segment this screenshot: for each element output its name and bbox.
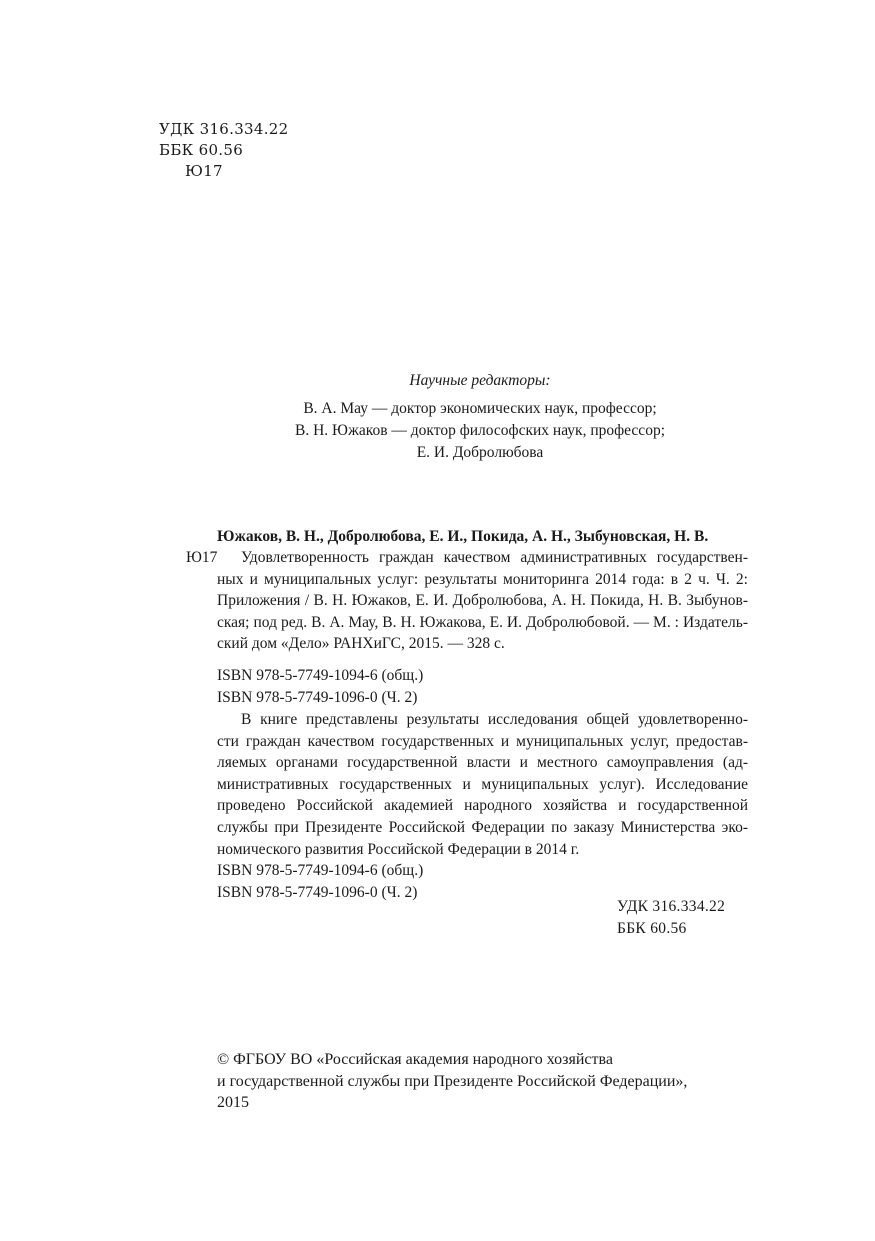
copyright-line: © ФГБОУ ВО «Российская академия народного хозяйства	[217, 1051, 613, 1068]
isbn-part: ISBN 978-5-7749-1096-0 (Ч. 2)	[217, 883, 418, 901]
copyright-line: 2015	[217, 1094, 249, 1112]
isbn-block	[217, 665, 423, 708]
bottom-classification-codes	[617, 896, 725, 940]
editors-heading: Научные редакторы:	[409, 372, 551, 389]
annotation-line: сти граждан качеством государственных и муниципальных услуг, предостав-	[217, 732, 748, 750]
description-line: ных и муниципальных услуг: результаты мониторинга 2014 года: в 2 ч. Ч. 2:	[217, 570, 748, 588]
annotation-line: номического развития Российской Федерации в 2014 г.	[217, 840, 580, 858]
udk-code: УДК 316.334.22	[617, 898, 726, 915]
description-line: ская; под ред. В. А. Мау, В. Н. Южакова, Е. И. Добролюбовой. — М. : Издатель-	[217, 613, 748, 631]
copyright-notice	[217, 1049, 757, 1114]
editor-line: Е. И. Добролюбова	[416, 444, 544, 461]
isbn-part: ISBN 978-5-7749-1096-0 (Ч. 2)	[217, 688, 418, 706]
isbn-general: ISBN 978-5-7749-1094-6 (общ.)	[217, 862, 424, 879]
author-mark: Ю17	[185, 162, 223, 180]
description-line: Удовлетворенность граждан качеством административных государствен-	[241, 549, 748, 566]
editor-line: В. А. Мау — доктор экономических наук, профессор;	[303, 400, 657, 417]
bbk-code: ББК 60.56	[617, 920, 687, 937]
annotation-line: ляемых органами государственной власти и местного самоуправления (ад-	[217, 754, 748, 772]
annotation-line: министративных государственных и муниципальных услуг). Исследование	[217, 775, 748, 793]
description-line: Приложения / В. Н. Южаков, Е. И. Добролюбова, А. Н. Покида, Н. В. Зыбунов-	[217, 592, 748, 610]
top-classification-codes	[159, 119, 289, 182]
annotation-line: службы при Президенте Российской Федерации по заказу Министерства эко-	[217, 818, 748, 836]
bbk-code: ББК 60.56	[159, 141, 244, 159]
udk-code: УДК 316.334.22	[159, 120, 289, 138]
record-author-mark: Ю17	[186, 549, 218, 566]
annotation-line: В книге представлены результаты исследования общей удовлетворенно-	[241, 711, 748, 728]
annotation-line: проведено Российской академией народного хозяйства и государственной	[217, 797, 748, 815]
annotation	[217, 709, 748, 860]
isbn-block-repeat	[217, 860, 423, 903]
record-description	[217, 547, 748, 655]
description-line: ский дом «Дело» РАНХиГС, 2015. — 328 с.	[217, 635, 505, 653]
editor-line: В. Н. Южаков — доктор философских наук, профессор;	[294, 422, 665, 439]
record-authors: Южаков, В. Н., Добролюбова, Е. И., Покида, А. Н., Зыбуновская, Н. В.	[217, 528, 709, 545]
isbn-general: ISBN 978-5-7749-1094-6 (общ.)	[217, 667, 424, 684]
copyright-line: и государственной службы при Президенте Российской Федерации»,	[217, 1072, 688, 1090]
editors-block	[240, 370, 720, 464]
